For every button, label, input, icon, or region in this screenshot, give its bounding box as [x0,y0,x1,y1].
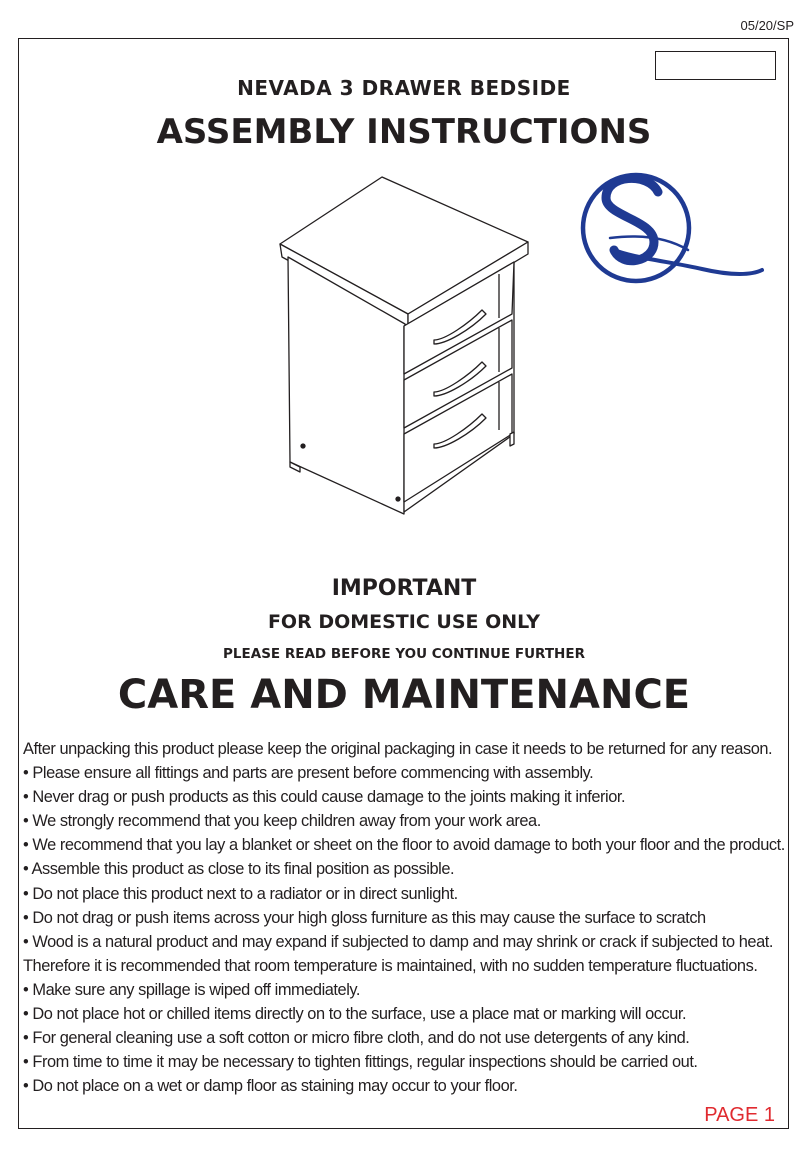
care-line: • Do not place on a wet or damp floor as staining may occur to your floor. [23,1077,518,1096]
care-line: • Do not place this product next to a radiator or in direct sunlight. [23,884,458,903]
care-instructions-list [23,737,793,1098]
care-line: • We strongly recommend that you keep children away from your work area. [23,812,541,831]
care-line: • Do not place hot or chilled items directly on to the surface, use a place mat or marking will occur. [23,1005,687,1024]
sl-script-logo-icon [572,170,764,290]
care-line: • Wood is a natural product and may expand if subjected to damp and may shrink or crack if subjected to heat. [23,932,773,951]
care-line: • Make sure any spillage is wiped off immediately. [23,980,361,999]
product-name: NEVADA 3 DRAWER BEDSIDE [237,76,571,100]
document-code: 05/20/SP [740,18,794,33]
page-title: ASSEMBLY INSTRUCTIONS [156,112,652,152]
bedside-cabinet-illustration [270,172,530,520]
please-read-note: PLEASE READ BEFORE YOU CONTINUE FURTHER [223,646,585,662]
care-line: After unpacking this product please keep the original packaging in case it needs to be returned for any reason. [23,740,773,758]
care-line: • Never drag or push products as this could cause damage to the joints making it inferior. [23,788,626,807]
care-line: • Assemble this product as close to its final position as possible. [23,860,455,879]
care-line: • Do not drag or push items across your high gloss furniture as this may cause the surface to scratch [23,908,706,927]
page-number: PAGE 1 [704,1104,775,1126]
care-heading: CARE AND MAINTENANCE [117,672,691,718]
care-line: • For general cleaning use a soft cotton or micro fibre cloth, and do not use detergents of any kind. [23,1029,690,1048]
care-line: • Please ensure all fittings and parts are present before commencing with assembly. [23,764,594,783]
domestic-use-note: FOR DOMESTIC USE ONLY [267,611,541,633]
important-heading: IMPORTANT [331,576,477,601]
care-line: Therefore it is recommended that room temperature is maintained, with no sudden temperature fluctuations. [23,956,758,975]
care-line: • We recommend that you lay a blanket or sheet on the floor to avoid damage to both your floor and the product. [23,836,785,855]
care-line: • From time to time it may be necessary to tighten fittings, regular inspections should be carried out. [23,1053,698,1072]
